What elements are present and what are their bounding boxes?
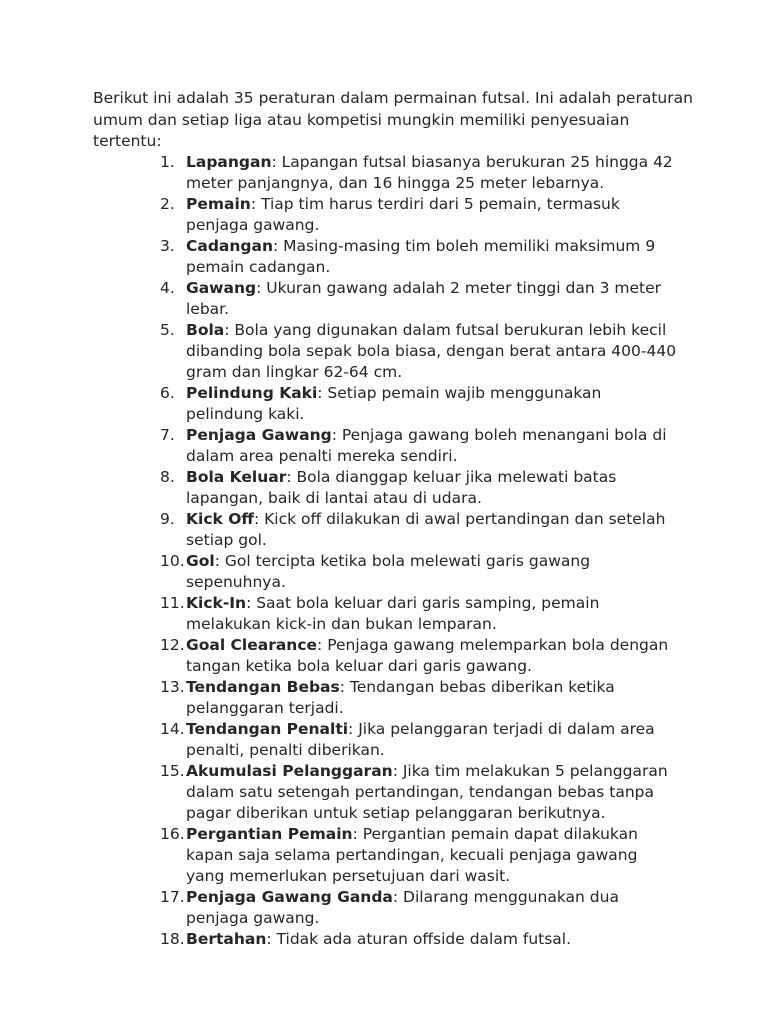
rule-number: 1. [160, 153, 175, 171]
rule-number: 11. [160, 594, 185, 612]
rule-term: Bola [186, 321, 225, 339]
rule-text: : Pergantian pemain dapat dilakukan kapan saja selama pertandingan, kecuali penjaga gawang yang memerlukan persetujuan dari wasit. [186, 825, 638, 885]
rule-text: : Tiap tim harus terdiri dari 5 pemain, termasuk penjaga gawang. [186, 195, 620, 234]
rule-number: 2. [160, 195, 175, 213]
rule-item [160, 677, 678, 719]
rule-text: : Jika tim melakukan 5 pelanggaran dalam satu setengah pertandingan, tendangan bebas tanpa pagar diberikan untuk setiap pelanggaran berikutnya. [186, 762, 668, 822]
rule-number: 3. [160, 237, 175, 255]
rule-text: : Setiap pemain wajib menggunakan pelindung kaki. [186, 384, 602, 423]
rule-text: : Lapangan futsal biasanya berukuran 25 hingga 42 meter panjangnya, dan 16 hingga 25 meter lebarnya. [186, 153, 673, 192]
rule-item [160, 236, 678, 278]
rule-number: 4. [160, 279, 175, 297]
rule-text: : Tidak ada aturan offside dalam futsal. [266, 930, 572, 948]
rule-number: 16. [160, 825, 185, 843]
rule-term: Tendangan Bebas [186, 678, 340, 696]
rule-text: : Bola dianggap keluar jika melewati batas lapangan, baik di lantai atau di udara. [186, 468, 617, 507]
rule-item [160, 152, 678, 194]
rule-item [160, 635, 678, 677]
rule-number: 17. [160, 888, 185, 906]
rule-item [160, 467, 678, 509]
rule-item [160, 194, 678, 236]
rule-item [160, 383, 678, 425]
rule-number: 14. [160, 720, 185, 738]
rule-term: Tendangan Penalti [186, 720, 349, 738]
rule-term: Kick Off [186, 510, 254, 528]
rule-text: : Saat bola keluar dari garis samping, pemain melakukan kick-in dan bukan lemparan. [186, 594, 600, 633]
rule-item [160, 929, 678, 950]
intro-paragraph: Berikut ini adalah 35 peraturan dalam permainan futsal. Ini adalah peraturan umum dan setiap liga atau kompetisi mungkin memiliki penyesuaian tertentu: [93, 89, 693, 150]
rule-text: : Masing-masing tim boleh memiliki maksimum 9 pemain cadangan. [186, 237, 656, 276]
rule-text: : Ukuran gawang adalah 2 meter tinggi dan 3 meter lebar. [186, 279, 661, 318]
rule-term: Lapangan [186, 153, 272, 171]
rule-text: : Penjaga gawang boleh menangani bola di dalam area penalti mereka sendiri. [186, 426, 667, 465]
rule-term: Penjaga Gawang Ganda [186, 888, 393, 906]
rule-text: : Tendangan bebas diberikan ketika pelanggaran terjadi. [186, 678, 615, 717]
rule-item [160, 509, 678, 551]
rule-term: Bola Keluar [186, 468, 287, 486]
rule-term: Akumulasi Pelanggaran [186, 762, 393, 780]
rule-number: 9. [160, 510, 175, 528]
rule-number: 12. [160, 636, 185, 654]
rule-number: 18. [160, 930, 185, 948]
rule-item [160, 551, 678, 593]
rule-number: 10. [160, 552, 185, 570]
rule-item [160, 824, 678, 887]
rule-item [160, 278, 678, 320]
rule-term: Cadangan [186, 237, 274, 255]
rule-item [160, 719, 678, 761]
rule-number: 8. [160, 468, 175, 486]
rule-term: Gawang [186, 279, 257, 297]
rule-text: : Gol tercipta ketika bola melewati garis gawang sepenuhnya. [186, 552, 591, 591]
rules-list [160, 152, 678, 950]
rule-item [160, 593, 678, 635]
rule-text: : Jika pelanggaran terjadi di dalam area penalti, penalti diberikan. [186, 720, 655, 759]
rule-term: Pelindung Kaki [186, 384, 318, 402]
rule-text: : Bola yang digunakan dalam futsal berukuran lebih kecil dibanding bola sepak bola biasa, dengan berat antara 400-440 gram dan lingkar 62-64 cm. [186, 321, 677, 381]
rule-term: Kick-In [186, 594, 247, 612]
rule-item [160, 761, 678, 824]
rule-number: 13. [160, 678, 185, 696]
rule-term: Pemain [186, 195, 251, 213]
rule-number: 15. [160, 762, 185, 780]
rule-number: 7. [160, 426, 175, 444]
rule-item [160, 887, 678, 929]
rule-term: Bertahan [186, 930, 267, 948]
rule-term: Goal Clearance [186, 636, 318, 654]
rule-term: Penjaga Gawang [186, 426, 332, 444]
rule-text: : Penjaga gawang melemparkan bola dengan tangan ketika bola keluar dari garis gawang. [186, 636, 669, 675]
rule-item [160, 320, 678, 383]
rule-number: 6. [160, 384, 175, 402]
rule-number: 5. [160, 321, 175, 339]
rule-term: Pergantian Pemain [186, 825, 353, 843]
rule-text: : Dilarang menggunakan dua penjaga gawang. [186, 888, 619, 927]
rule-term: Gol [186, 552, 215, 570]
rule-item [160, 425, 678, 467]
rule-text: : Kick off dilakukan di awal pertandingan dan setelah setiap gol. [186, 510, 666, 549]
